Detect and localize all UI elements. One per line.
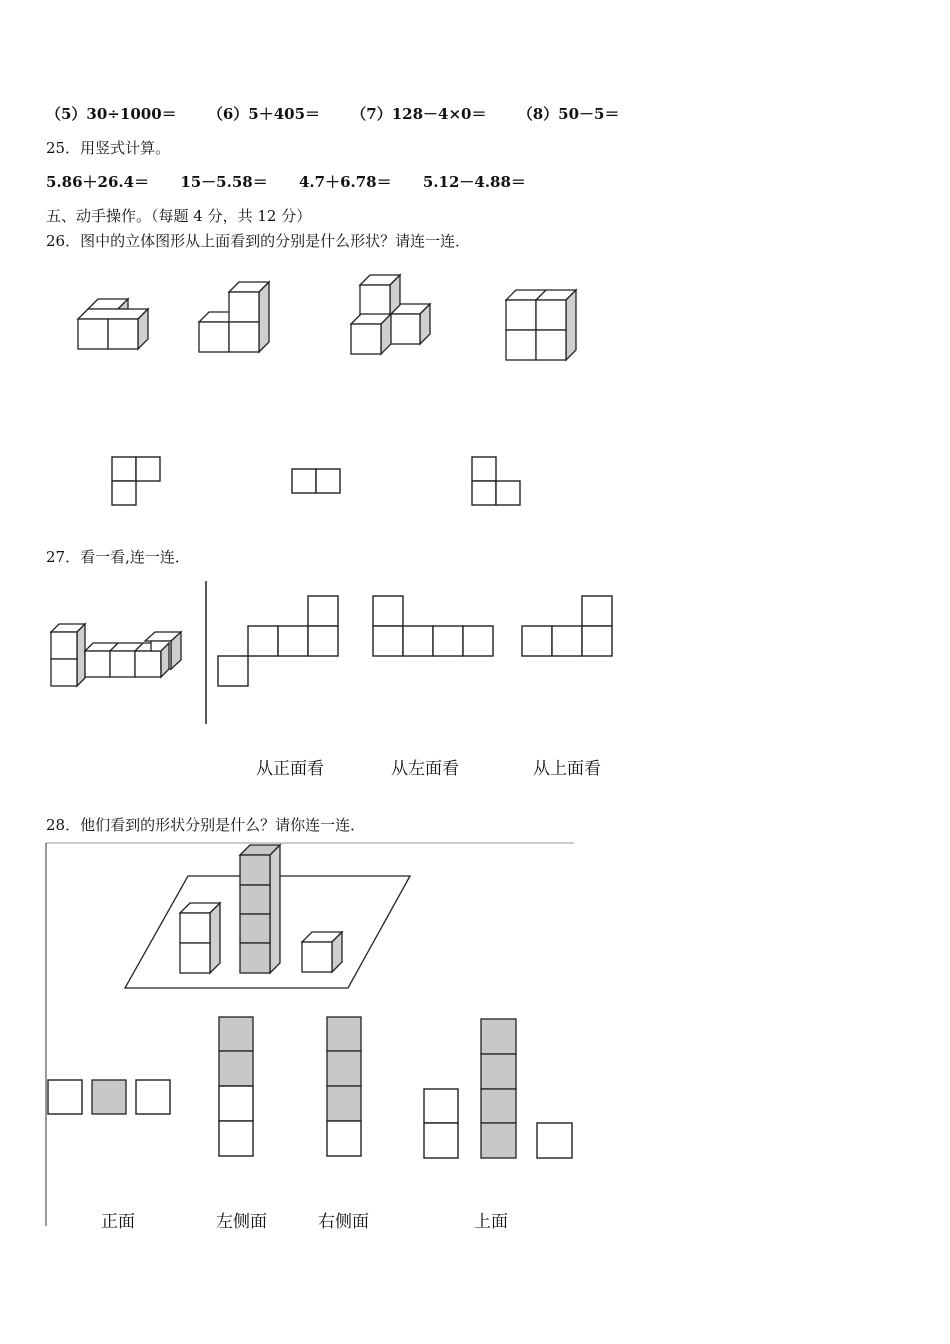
q25-item-4: 5.12－4.88＝ [422,173,526,191]
q28-label-right: 右侧面 [318,1212,369,1232]
q28-label-front: 正面 [101,1212,135,1232]
q28-view-left [219,1017,253,1156]
q26-prompt: 26．图中的立体图形从上面看到的分别是什么形状？请连一连． [46,232,471,250]
q28-tower-gray [240,845,280,973]
q27-label-top: 从上面看 [533,759,601,779]
q27-prompt: 27．看一看,连一连． [46,548,190,566]
q28-prompt: 28．他们看到的形状分别是什么？请你连一连． [46,816,366,834]
q24-item-5: （5）30÷1000＝ [46,105,177,123]
q27-label-left: 从左面看 [391,759,459,779]
q24-item-8: （8）50－5＝ [517,105,620,123]
q25-prompt: 25．用竖式计算。 [46,139,171,157]
q28-label-top: 上面 [474,1212,508,1232]
q28-label-left: 左侧面 [216,1212,267,1232]
q24-item-7: （7）128－4×0＝ [351,105,487,123]
q24-item-6: （6）5＋405＝ [207,105,321,123]
q28-view-front [48,1080,170,1114]
q28-tower-white [180,903,220,973]
section5-heading: 五、动手操作。（每题 4 分，共 12 分） [46,207,312,225]
q28-view-right [327,1017,361,1156]
q28-view-top [424,1019,572,1158]
q25-item-3: 4.7＋6.78＝ [298,173,392,191]
q25-item-1: 5.86＋26.4＝ [46,173,150,191]
q25-item-2: 15－5.58＝ [180,173,268,191]
q28-single-cube [302,932,342,972]
q27-label-front: 从正面看 [256,759,324,779]
